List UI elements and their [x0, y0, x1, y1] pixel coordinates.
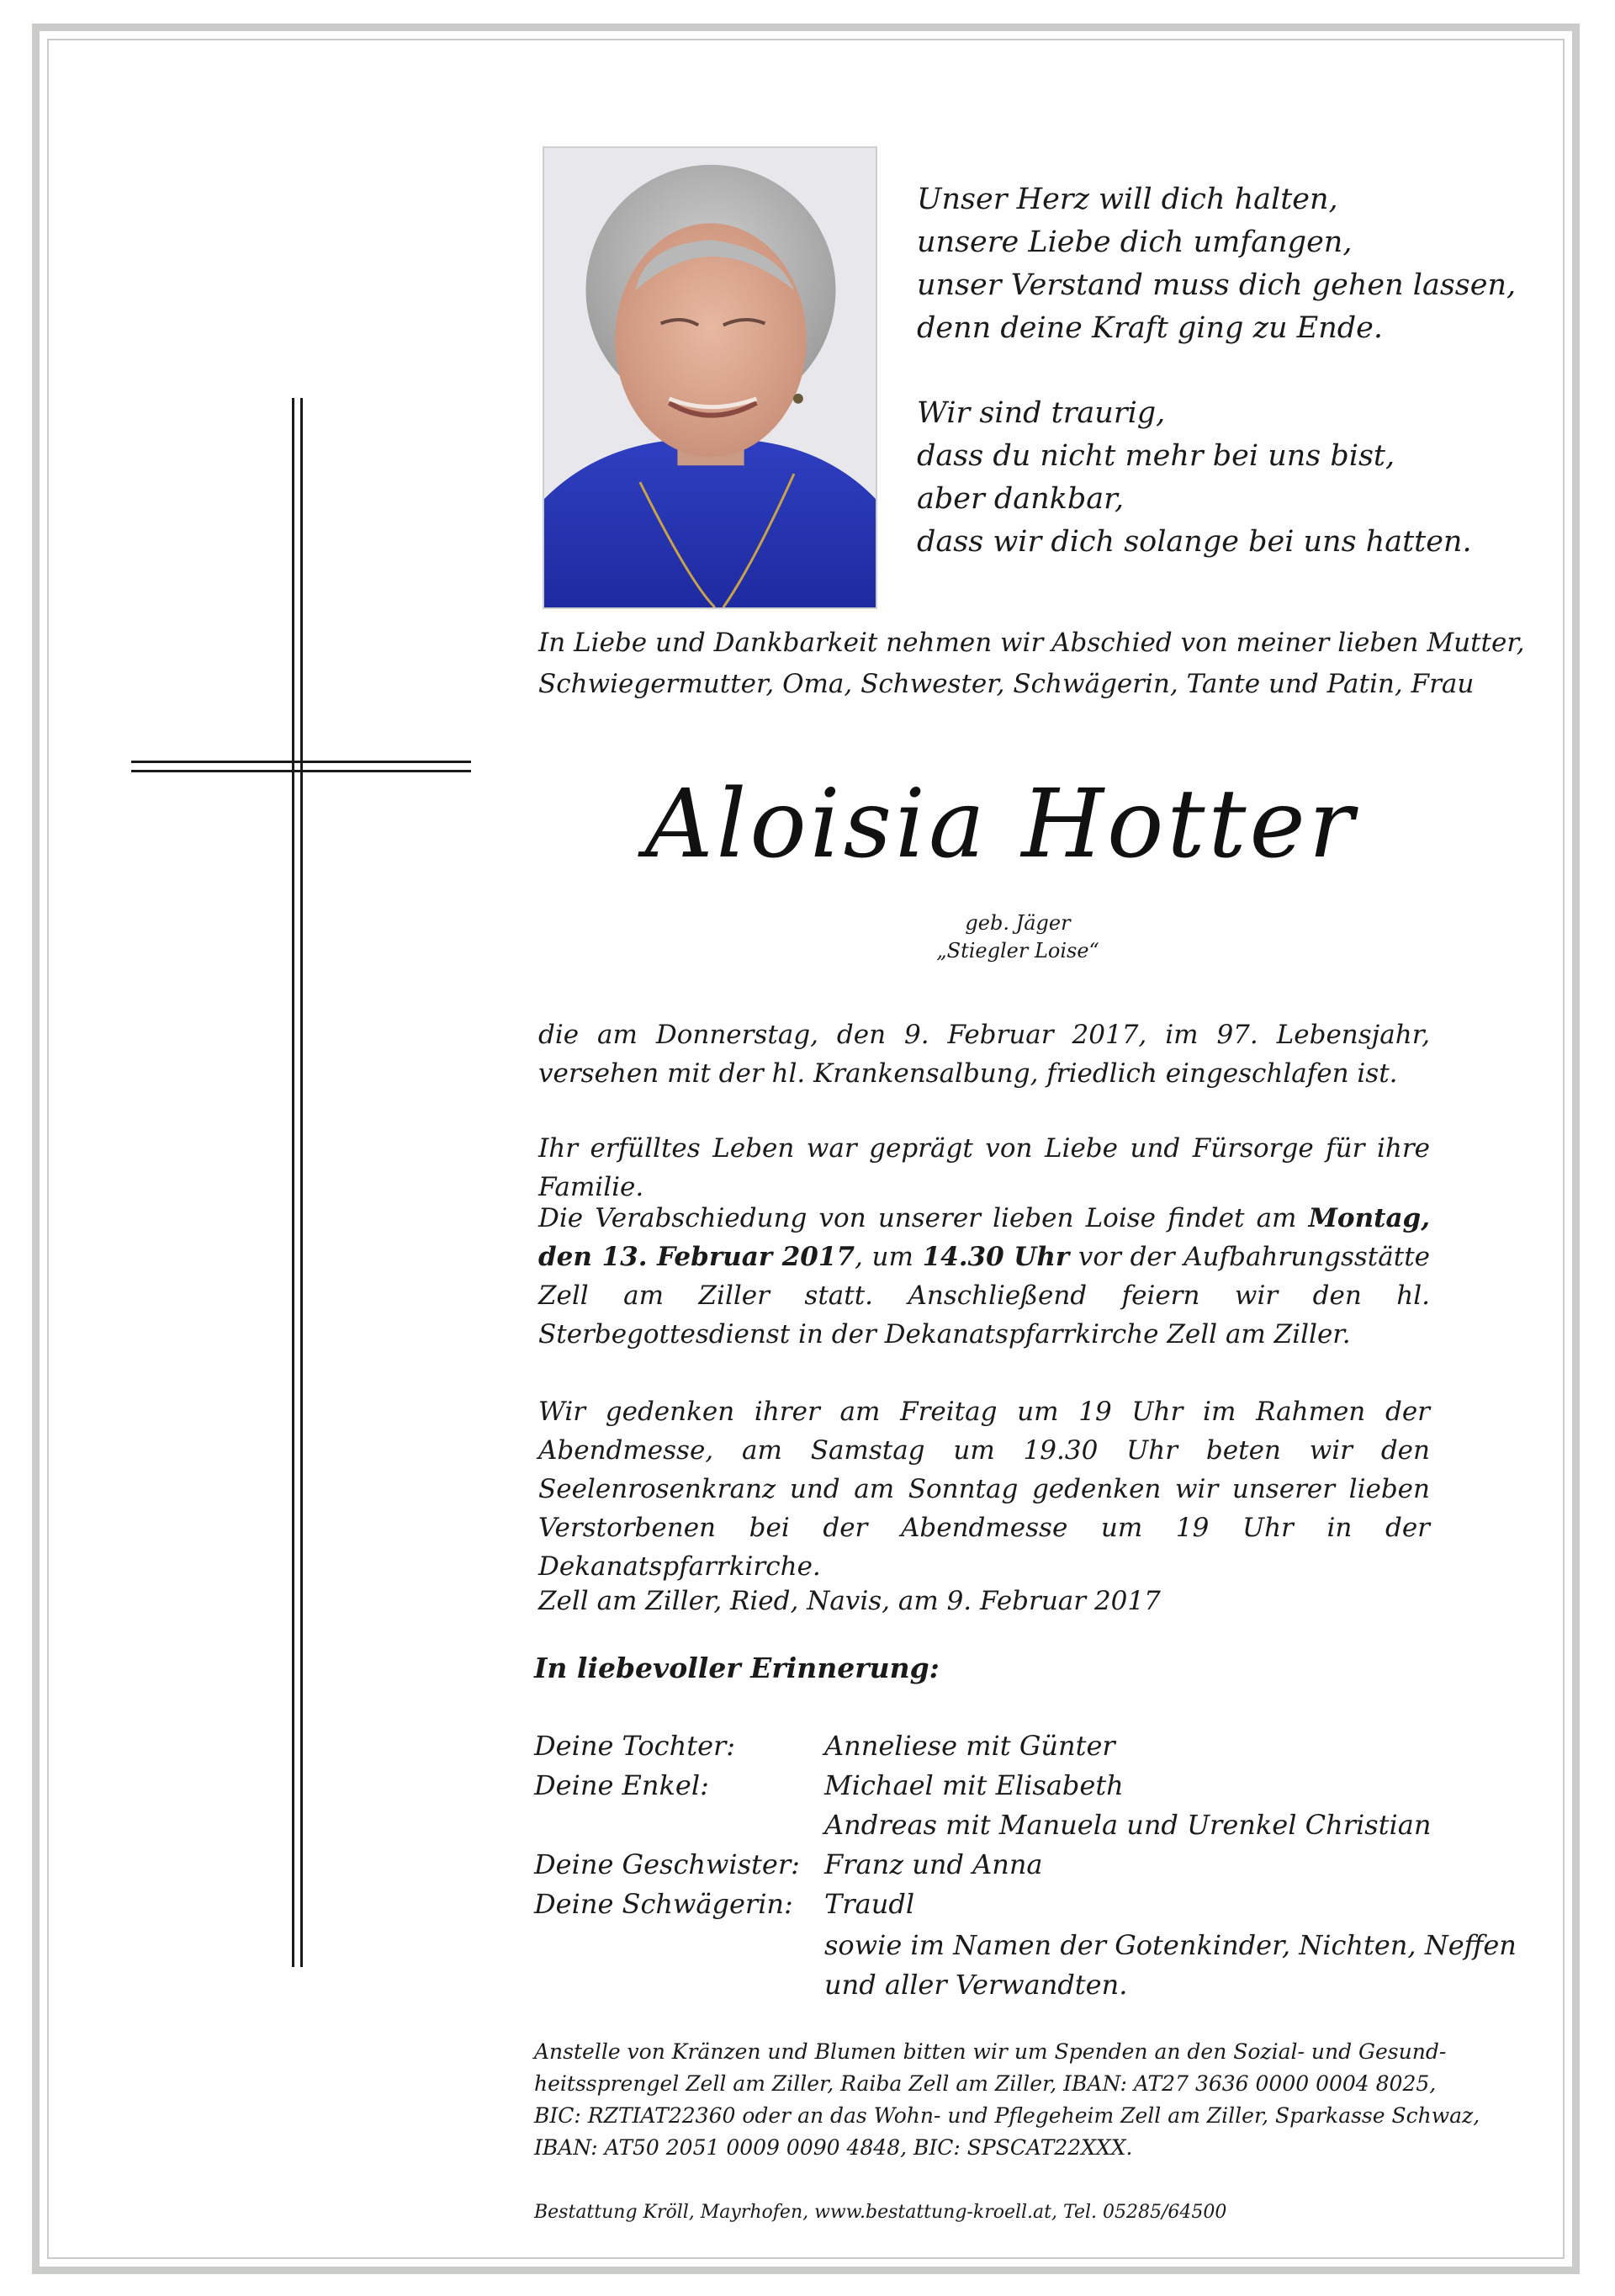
birth-name: geb. Jäger [965, 911, 1071, 935]
family-name-grandchild: Michael mit Elisabeth [824, 1769, 1124, 1801]
farewell-time: 14.30 Uhr [922, 1242, 1070, 1272]
family-name-grandchild: Andreas mit Manuela und Urenkel Christian [824, 1809, 1432, 1841]
farewell-part: , um [855, 1242, 923, 1272]
poem-stanza-1 [917, 178, 1517, 350]
poem-line: Wir sind traurig, [917, 396, 1166, 430]
farewell-part: vor der Aufbahrungsstätte Zell am Ziller statt. Anschließend feiern wir den hl. Sterbegottesdienst in der Dekanatspfarrkirche Zell am Ziller. [538, 1242, 1430, 1349]
memory-heading: In liebevoller Erinnerung: [534, 1652, 940, 1684]
poem-line: aber dankbar, [917, 482, 1125, 516]
family-label-daughter: Deine Tochter: [534, 1730, 736, 1762]
poem-line: unsere Liebe dich umfangen, [917, 225, 1353, 259]
family-others: und aller Verwandten. [824, 1969, 1128, 2001]
life-text: Ihr erfülltes Leben war geprägt von Liebe und Fürsorge für ihre Familie. [538, 1133, 1430, 1202]
family-label-sisterinlaw: Deine Schwägerin: [534, 1888, 793, 1920]
family-name-sisterinlaw: Traudl [824, 1888, 915, 1920]
donation-text [534, 2036, 1480, 2164]
poem-stanza-2 [917, 392, 1472, 564]
deceased-name: Aloisia Hotter [644, 770, 1358, 879]
poem-line: denn deine Kraft ging zu Ende. [917, 311, 1384, 345]
family-name-siblings: Franz und Anna [824, 1848, 1043, 1880]
farewell-part: Die Verabschiedung von unserer lieben Loise findet am [538, 1203, 1309, 1233]
donation-line: Anstelle von Kränzen und Blumen bitten wir um Spenden an den Sozial- und Gesund- [534, 2039, 1447, 2064]
farewell-text [538, 1199, 1430, 1354]
family-label-grandchildren: Deine Enkel: [534, 1769, 709, 1801]
intro-text [538, 623, 1525, 705]
nickname: „Stiegler Loise“ [936, 939, 1099, 962]
place-date: Zell am Ziller, Ried, Navis, am 9. Februar 2017 [538, 1586, 1161, 1616]
farewell-date: Montag, den 13. Februar 2017 [538, 1203, 1430, 1272]
intro-line: In Liebe und Dankbarkeit nehmen wir Abschied von meiner lieben Mutter, [538, 628, 1525, 658]
footer-funeral-home: Bestattung Kröll, Mayrhofen, www.bestattung-kroell.at, Tel. 05285/64500 [534, 2202, 1227, 2223]
poem-line: unser Verstand muss dich gehen lassen, [917, 268, 1517, 302]
donation-line: BIC: RZTIAT22360 oder an das Wohn- und Pflegeheim Zell am Ziller, Sparkasse Schwaz, [534, 2103, 1480, 2128]
poem-line: Unser Herz will dich halten, [917, 183, 1338, 216]
poem-line: dass wir dich solange bei uns hatten. [917, 525, 1472, 559]
poem-line: dass du nicht mehr bei uns bist, [917, 439, 1395, 473]
death-text: die am Donnerstag, den 9. Februar 2017, im 97. Lebensjahr, versehen mit der hl. Krankensalbung, friedlich eingeschlafen ist. [538, 1020, 1430, 1089]
family-name-daughter: Anneliese mit Günter [824, 1730, 1115, 1762]
donation-line: heitssprengel Zell am Ziller, Raiba Zell am Ziller, IBAN: AT27 3636 0000 0004 8025, [534, 2071, 1437, 2096]
portrait-photo [543, 146, 877, 609]
family-label-siblings: Deine Geschwister: [534, 1848, 800, 1880]
intro-line: Schwiegermutter, Oma, Schwester, Schwägerin, Tante und Patin, Frau [538, 669, 1475, 699]
family-others: sowie im Namen der Gotenkinder, Nichten, Neffen [824, 1929, 1517, 1961]
mass-text: Wir gedenken ihrer am Freitag um 19 Uhr im Rahmen der Abendmesse, am Samstag um 19.30 Uhr beten wir den Seelenrosenkranz und am Sonntag gedenken wir unserer lieben Verstorbenen bei der Abendmesse um 19 Uhr in der Dekanatspfarrkirche. [538, 1397, 1430, 1582]
donation-line: IBAN: AT50 2051 0009 0090 4848, BIC: SPSCAT22XXX. [534, 2135, 1133, 2160]
